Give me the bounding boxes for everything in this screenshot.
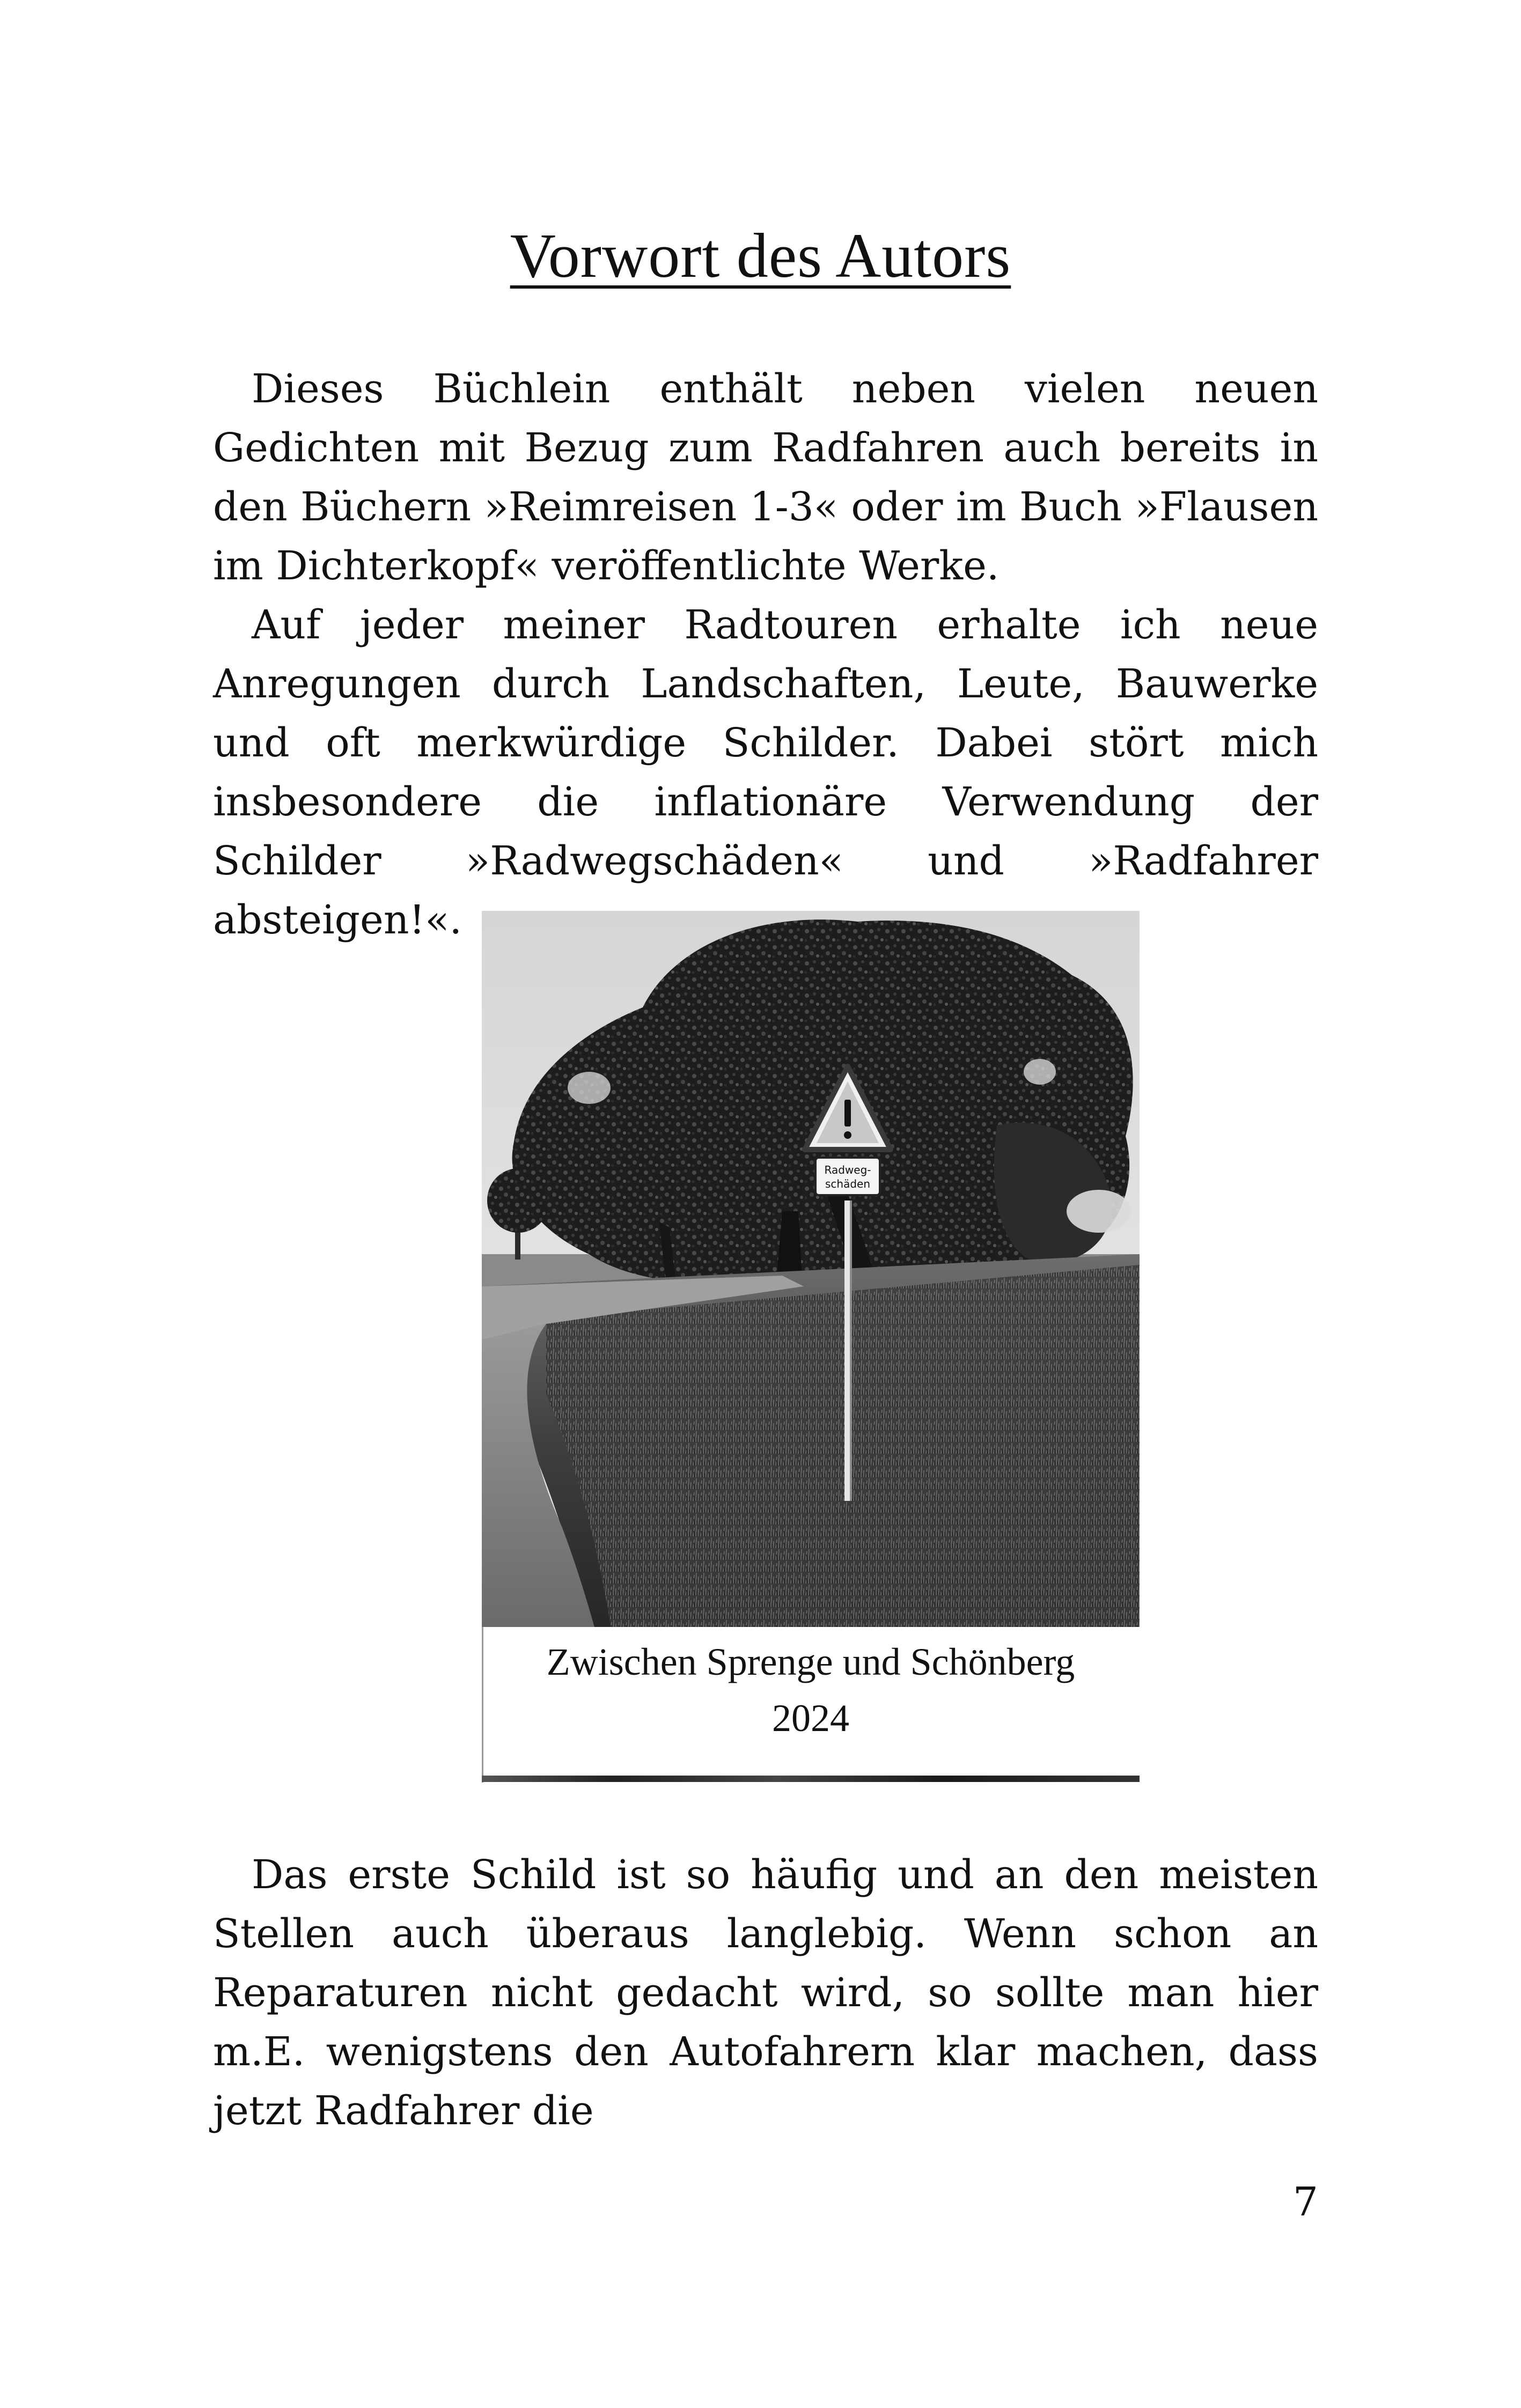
figure-caption-location: Zwischen Sprenge und Schönberg: [546, 1640, 1075, 1683]
figure-caption-year: 2024: [772, 1697, 849, 1740]
sign-plate-line-2: schäden: [825, 1177, 871, 1190]
figure: [482, 911, 1140, 1784]
page-title: [0, 221, 1521, 291]
figure-bottom-rule: [482, 1776, 1140, 1782]
page-title-text: Vorwort des Autors: [510, 220, 1011, 291]
paragraph-text: Auf jeder meiner Radtouren erhalte ich neue Anregungen durch Landschaften, Leute, Bauwerke und oft merkwürdige Schilder. Dabei stört mich insbesondere die inflationäre Verwendung der Schilder »Radwegschäden« und »Radfahrer absteigen!«.: [213, 602, 1318, 943]
page-number: 7: [1292, 2179, 1318, 2225]
paragraph-erstes-schild: [213, 1845, 1318, 2140]
paragraph-intro: [213, 359, 1318, 595]
photo-road-sign: [482, 911, 1140, 1627]
sign-plate-line-1: Radweg-: [824, 1164, 871, 1176]
paragraph-text: Das erste Schild ist so häufig und an den meisten Stellen auch überaus langlebig. Wenn schon an Reparaturen nicht gedacht wird, so sollte man hier m.E. wenigstens den Autofahrern klar machen, dass jetzt Radfahrer die: [213, 1852, 1318, 2134]
paragraph-radtouren: [213, 595, 1318, 949]
paragraph-text: Dieses Büchlein enthält neben vielen neuen Gedichten mit Bezug zum Radfahren auch bereits in den Büchern »Reimreisen 1-3« oder im Buch »Flausen im Dichterkopf« veröffentlichte Werke.: [213, 366, 1318, 589]
